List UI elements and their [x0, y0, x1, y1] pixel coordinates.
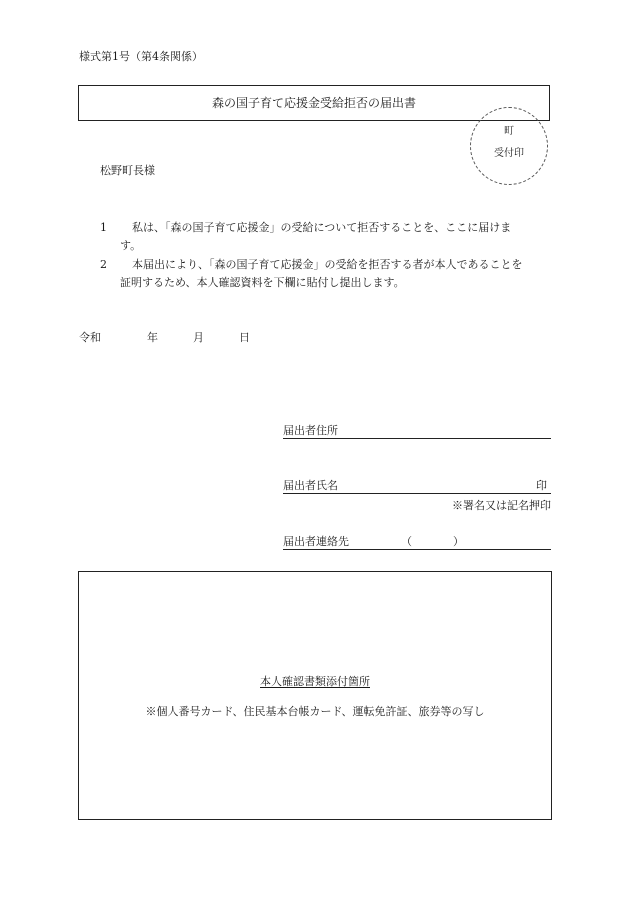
address-label: 届出者住所	[283, 424, 338, 437]
date-month-label: 月	[193, 331, 204, 344]
signature-note: ※署名又は記名押印	[452, 499, 551, 512]
contact-field[interactable]	[283, 535, 551, 550]
statement-item	[100, 256, 530, 292]
form-number: 様式第1号（第4条関係）	[79, 50, 203, 63]
statement-text: 本届出により、「森の国子育て応援金」の受給を拒否する者が本人であることを証明するため、本人確認資料を下欄に貼付し提出します。	[120, 258, 523, 289]
stamp-reception-label: 受付印	[494, 148, 524, 159]
date-row	[79, 331, 250, 344]
date-era: 令和	[79, 331, 101, 344]
contact-paren-open: （	[401, 535, 412, 548]
statement-item	[100, 219, 530, 255]
document-title-box	[78, 85, 550, 121]
id-document-attachment-box	[78, 571, 552, 820]
attachment-note: ※個人番号カード、住民基本台帳カード、運転免許証、旅券等の写し	[145, 705, 485, 718]
contact-label: 届出者連絡先	[283, 535, 349, 548]
statement-text: 私は、「森の国子育て応援金」の受給について拒否することを、ここに届けます。	[120, 221, 512, 252]
reception-stamp-circle	[470, 107, 548, 185]
stamp-town-label: 町	[504, 126, 514, 137]
name-label: 届出者氏名	[283, 479, 338, 492]
document-title: 森の国子育て応援金受給拒否の届出書	[211, 95, 416, 110]
addressee: 松野町長様	[100, 164, 155, 177]
seal-label: 印	[536, 479, 547, 492]
name-field[interactable]	[283, 479, 551, 494]
statement-number: 1	[100, 221, 107, 234]
statement-number: 2	[100, 258, 107, 271]
date-day-label: 日	[239, 331, 250, 344]
attachment-heading: 本人確認書類添付箇所	[260, 675, 370, 688]
contact-paren-close: ）	[453, 535, 464, 548]
address-field[interactable]	[283, 424, 551, 439]
date-year-label: 年	[147, 331, 158, 344]
